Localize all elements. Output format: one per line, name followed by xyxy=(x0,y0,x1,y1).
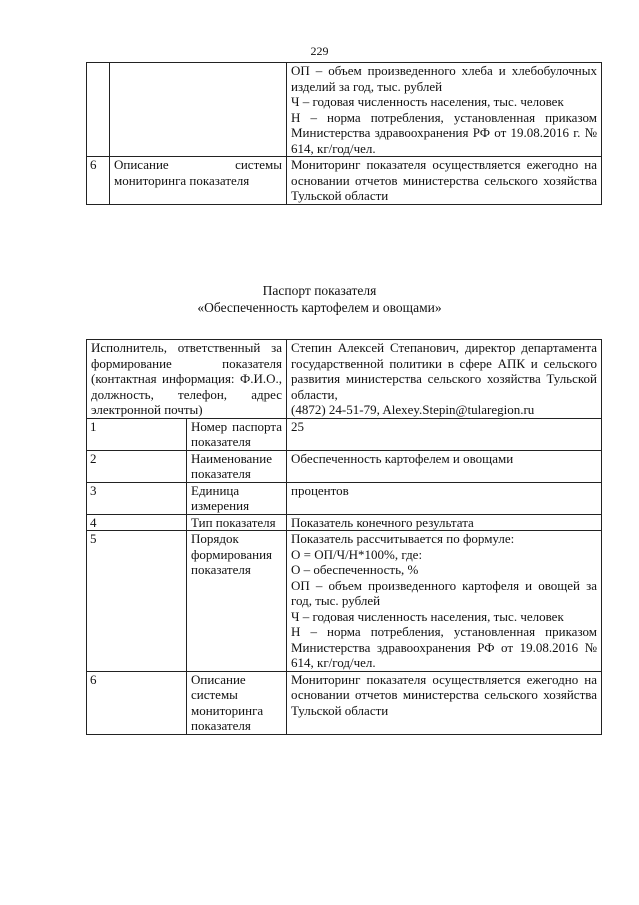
executor-value: Степин Алексей Степанович, директор департамента государственной политики в сфере АПК и сельского развития министерства сельского хозяйства Тульской области, xyxy=(291,340,597,402)
table-row xyxy=(87,514,602,531)
row-number: 4 xyxy=(87,514,187,531)
table-row xyxy=(87,671,602,734)
formula-legend-cell xyxy=(287,63,602,157)
row-value: процентов xyxy=(287,482,602,514)
indicator-passport-table xyxy=(86,339,602,735)
row-value: Мониторинг показателя осуществляется ежегодно на основании отчетов министерства сельского хозяйства Тульской области xyxy=(287,671,602,734)
legend-line-op: ОП – объем произведенного картофеля и овощей за год, тыс. рублей xyxy=(291,577,597,608)
row-number: 6 xyxy=(87,157,110,205)
row-label: Порядок формирования показателя xyxy=(187,531,287,672)
row-number: 6 xyxy=(87,671,187,734)
legend-line-n: Н – норма потребления, установленная приказом Министерства здравоохранения РФ от 19.08.2016 г. № 614, кг/год/чел. xyxy=(291,109,597,156)
legend-line-ch: Ч – годовая численность населения, тыс. человек xyxy=(291,94,564,109)
row-number: 5 xyxy=(87,531,187,672)
executor-contact: (4872) 24-51-79, Alexey.Stepin@tularegion.ru xyxy=(291,402,535,417)
row-label: Номер паспорта показателя xyxy=(187,418,287,450)
table-row xyxy=(87,63,602,157)
table-row xyxy=(87,157,602,205)
formula: О = ОП/Ч/Н*100%, где: xyxy=(291,546,423,562)
table-row-formula xyxy=(87,531,602,672)
row-label: Описание системы мониторинга показателя xyxy=(187,671,287,734)
row-number: 3 xyxy=(87,482,187,514)
legend-line-o: О – обеспеченность, % xyxy=(291,562,419,577)
row-value: Обеспеченность картофелем и овощами xyxy=(287,450,602,482)
row-label: Тип показателя xyxy=(187,514,287,531)
row-number: 2 xyxy=(87,450,187,482)
row-number: 1 xyxy=(87,418,187,450)
table-row-executor xyxy=(87,340,602,419)
label-cell xyxy=(110,63,287,157)
formula-intro: Показатель рассчитывается по формуле: xyxy=(291,531,515,546)
row-value: Показатель конечного результата xyxy=(287,514,602,531)
table-row xyxy=(87,482,602,514)
executor-value-cell xyxy=(287,340,602,419)
legend-line-op: ОП – объем произведенного хлеба и хлебобулочных изделий за год, тыс. рублей xyxy=(291,63,597,94)
table-row xyxy=(87,418,602,450)
row-label: Наименование показателя xyxy=(187,450,287,482)
formula-cell xyxy=(287,531,602,672)
previous-passport-table-continuation xyxy=(86,62,602,205)
executor-label: Исполнитель, ответственный за формирование показателя (контактная информация: Ф.И.О., должность, телефон, адрес электронной почты) xyxy=(87,340,287,419)
page-number: 229 xyxy=(310,44,329,58)
row-value: Мониторинг показателя осуществляется ежегодно на основании отчетов министерства сельского хозяйства Тульской области xyxy=(287,157,602,205)
passport-title: Паспорт показателя xyxy=(262,283,377,298)
legend-line-n: Н – норма потребления, установленная приказом Министерства здравоохранения РФ от 19.08.2016 № 614, кг/год/чел. xyxy=(291,624,597,670)
legend-line-ch: Ч – годовая численность населения, тыс. человек xyxy=(291,608,564,624)
table-row xyxy=(87,450,602,482)
row-label: Единица измерения xyxy=(187,482,287,514)
row-number-cell xyxy=(87,63,110,157)
row-label: Описание системы мониторинга показателя xyxy=(110,157,287,205)
row-value: 25 xyxy=(287,418,602,450)
passport-subtitle: «Обеспеченность картофелем и овощами» xyxy=(197,300,442,315)
